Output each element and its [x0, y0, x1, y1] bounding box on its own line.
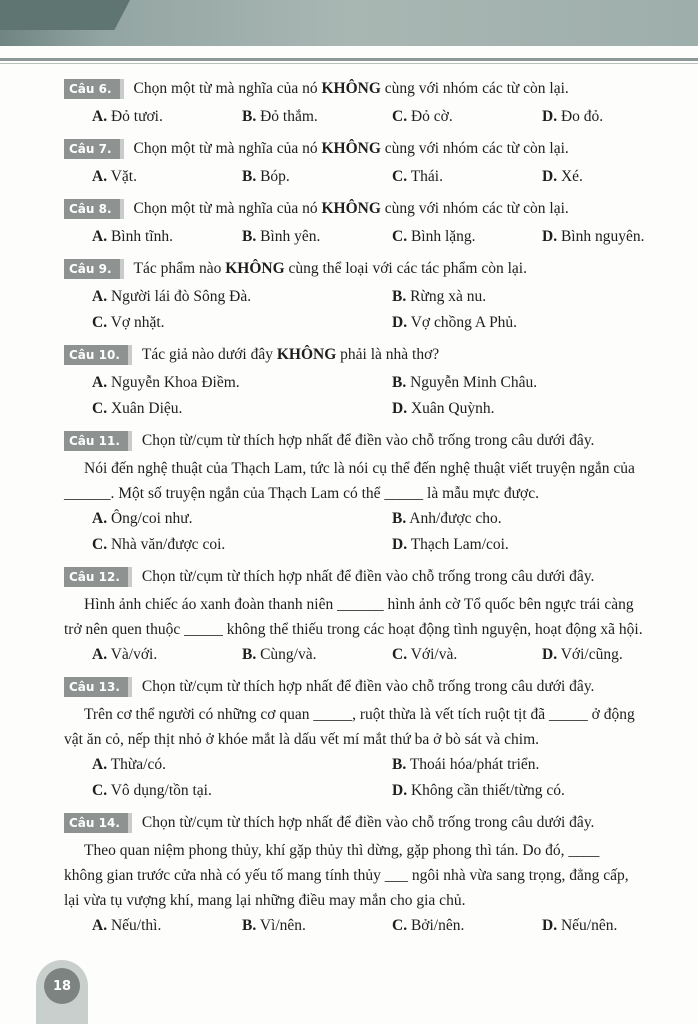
prompt-text: cùng với nhóm các từ còn lại.	[380, 140, 569, 157]
question-header	[64, 426, 694, 456]
question-prompt	[142, 678, 595, 696]
answer-option[interactable]	[392, 164, 542, 190]
question	[64, 134, 694, 190]
question-header	[64, 74, 694, 104]
question	[64, 808, 694, 939]
passage-line: ______. Một số truyện ngắn của Thạch Lam có thể _____ là mẫu mực được.	[64, 485, 539, 502]
answer-option[interactable]	[92, 224, 242, 250]
question-prompt	[134, 200, 569, 218]
answer-options	[64, 752, 694, 804]
question-header	[64, 340, 694, 370]
answer-option[interactable]	[392, 506, 692, 532]
question-number-badge: Câu 10.	[64, 345, 132, 365]
option-text: Thái.	[410, 168, 443, 185]
prompt-emphasis: KHÔNG	[321, 140, 381, 157]
prompt-text: Chọn từ/cụm từ thích hợp nhất để điền vào chỗ trống trong câu dưới đây.	[141, 814, 595, 831]
option-text: Anh/được cho.	[409, 510, 502, 527]
question-header	[64, 194, 694, 224]
question-prompt	[134, 140, 569, 158]
question-header	[64, 562, 694, 592]
answer-option[interactable]	[542, 164, 692, 190]
answer-option[interactable]	[392, 370, 692, 396]
option-letter: A.	[92, 374, 108, 391]
option-text: Đỏ tươi.	[110, 108, 163, 125]
option-text: Bình yên.	[260, 228, 321, 245]
option-letter: C.	[392, 228, 408, 245]
option-text: Vợ nhặt.	[110, 314, 165, 331]
answer-option[interactable]	[92, 396, 392, 422]
answer-option[interactable]	[392, 396, 692, 422]
answer-option[interactable]	[242, 164, 392, 190]
answer-option[interactable]	[92, 642, 242, 668]
question-number-badge: Câu 6.	[64, 79, 124, 99]
question-list	[64, 74, 694, 943]
header-rule-thin	[0, 63, 698, 64]
option-letter: C.	[92, 400, 108, 417]
option-text: Và/với.	[110, 646, 158, 663]
answer-options	[64, 506, 694, 558]
option-text: Đỏ thắm.	[260, 108, 318, 125]
passage-line: Theo quan niệm phong thủy, khí gặp thủy thì dừng, gặp phong thì tán. Do đó, ____	[84, 842, 600, 859]
option-letter: D.	[542, 168, 558, 185]
option-letter: B.	[242, 108, 257, 125]
option-text: Cùng/và.	[260, 646, 317, 663]
question-number-badge: Câu 8.	[64, 199, 124, 219]
prompt-text: Chọn một từ mà nghĩa của nó	[133, 80, 322, 97]
question	[64, 426, 694, 558]
prompt-text: Chọn từ/cụm từ thích hợp nhất để điền vào chỗ trống trong câu dưới đây.	[141, 432, 595, 449]
option-letter: B.	[392, 374, 407, 391]
option-letter: B.	[242, 917, 257, 934]
option-letter: B.	[242, 646, 257, 663]
option-letter: D.	[392, 536, 408, 553]
option-letter: A.	[92, 510, 108, 527]
option-text: Với/và.	[410, 646, 458, 663]
option-letter: C.	[392, 108, 408, 125]
option-letter: D.	[542, 228, 558, 245]
answer-options	[64, 224, 694, 250]
header-accent	[0, 0, 130, 30]
answer-option[interactable]	[542, 913, 692, 939]
answer-option[interactable]	[392, 752, 692, 778]
option-letter: B.	[242, 228, 257, 245]
answer-option[interactable]	[92, 370, 392, 396]
answer-option[interactable]	[92, 778, 392, 804]
passage-line: Hình ảnh chiếc áo xanh đoàn thanh niên ______ hình ảnh cờ Tổ quốc bên ngực trái càng	[84, 596, 634, 613]
prompt-text: Tác giả nào dưới đây	[141, 346, 277, 363]
prompt-text: cùng thể loại với các tác phẩm còn lại.	[284, 260, 527, 277]
question-number-badge: Câu 11.	[64, 431, 132, 451]
answer-option[interactable]	[392, 642, 542, 668]
option-text: Xé.	[560, 168, 583, 185]
question-number-badge: Câu 14.	[64, 813, 132, 833]
prompt-text: Chọn từ/cụm từ thích hợp nhất để điền vào chỗ trống trong câu dưới đây.	[141, 568, 595, 585]
option-text: Xuân Diệu.	[110, 400, 183, 417]
option-letter: A.	[92, 646, 108, 663]
page-number: 18	[44, 968, 80, 1004]
passage-line: vật ăn cỏ, nếp thịt nhỏ ở khóe mắt là dấu vết mí mắt thứ ba ở bò sát và chim.	[64, 731, 540, 748]
answer-option[interactable]	[392, 104, 542, 130]
question-prompt	[142, 814, 595, 832]
passage-line: Nói đến nghệ thuật của Thạch Lam, tức là nói cụ thể đến nghệ thuật viết truyện ngắn của	[84, 460, 635, 477]
answer-option[interactable]	[92, 284, 392, 310]
option-text: Thoái hóa/phát triển.	[409, 756, 540, 773]
prompt-emphasis: KHÔNG	[225, 260, 285, 277]
option-text: Vì/nên.	[259, 917, 306, 934]
option-text: Vặt.	[110, 168, 137, 185]
answer-options	[64, 164, 694, 190]
option-letter: A.	[92, 108, 108, 125]
question-prompt	[142, 568, 595, 586]
answer-options	[64, 370, 694, 422]
question-header	[64, 254, 694, 284]
answer-option[interactable]	[92, 752, 392, 778]
option-text: Thạch Lam/coi.	[410, 536, 509, 553]
question-header	[64, 672, 694, 702]
answer-option[interactable]	[392, 913, 542, 939]
option-text: Rừng xà nu.	[410, 288, 487, 305]
option-letter: C.	[92, 782, 108, 799]
option-letter: D.	[392, 782, 408, 799]
question	[64, 74, 694, 130]
option-letter: C.	[92, 314, 108, 331]
prompt-emphasis: KHÔNG	[321, 200, 381, 217]
answer-option[interactable]	[92, 913, 242, 939]
question	[64, 340, 694, 422]
answer-option[interactable]	[392, 284, 692, 310]
prompt-text: phải là nhà thơ?	[336, 346, 440, 363]
option-text: Nếu/nên.	[560, 917, 618, 934]
option-text: Nếu/thì.	[110, 917, 162, 934]
option-text: Đo đỏ.	[560, 108, 604, 125]
prompt-text: Chọn một từ mà nghĩa của nó	[133, 200, 322, 217]
answer-option[interactable]	[242, 224, 392, 250]
passage-line: trở nên quen thuộc _____ không thể thiếu trong các hoạt động tình nguyện, hoạt động xã hội.	[64, 621, 643, 638]
option-letter: D.	[542, 917, 558, 934]
page-header-band	[0, 0, 698, 46]
option-text: Không cần thiết/từng có.	[410, 782, 565, 799]
answer-option[interactable]	[92, 532, 392, 558]
option-text: Nhà văn/được coi.	[110, 536, 226, 553]
option-letter: D.	[392, 314, 408, 331]
answer-option[interactable]	[392, 310, 692, 336]
prompt-text: cùng với nhóm các từ còn lại.	[380, 80, 569, 97]
question-prompt	[134, 80, 569, 98]
option-text: Xuân Quỳnh.	[410, 400, 495, 417]
question-prompt	[142, 346, 439, 364]
passage-line: không gian trước cửa nhà có yếu tố mang tính thủy ___ ngôi nhà vừa sang trọng, đẳng cấp,	[64, 867, 629, 884]
option-text: Đỏ cờ.	[410, 108, 453, 125]
question-header	[64, 134, 694, 164]
option-letter: C.	[92, 536, 108, 553]
answer-option[interactable]	[542, 224, 692, 250]
question-number-badge: Câu 12.	[64, 567, 132, 587]
prompt-text: Chọn một từ mà nghĩa của nó	[133, 140, 322, 157]
answer-option[interactable]	[92, 164, 242, 190]
answer-options	[64, 284, 694, 336]
option-text: Bóp.	[260, 168, 290, 185]
answer-option[interactable]	[392, 532, 692, 558]
question-number-badge: Câu 9.	[64, 259, 124, 279]
option-letter: B.	[392, 288, 407, 305]
answer-option[interactable]	[242, 104, 392, 130]
option-letter: B.	[392, 756, 407, 773]
question-passage	[64, 702, 694, 752]
answer-option[interactable]	[542, 104, 692, 130]
option-letter: D.	[392, 400, 408, 417]
option-letter: A.	[92, 168, 108, 185]
option-letter: C.	[392, 917, 408, 934]
prompt-text: Tác phẩm nào	[133, 260, 226, 277]
answer-options	[64, 642, 694, 668]
option-text: Bình nguyên.	[560, 228, 645, 245]
option-text: Người lái đò Sông Đà.	[110, 288, 252, 305]
question	[64, 254, 694, 336]
option-letter: D.	[542, 646, 558, 663]
prompt-text: Chọn từ/cụm từ thích hợp nhất để điền vào chỗ trống trong câu dưới đây.	[141, 678, 595, 695]
answer-option[interactable]	[392, 778, 692, 804]
question-passage	[64, 456, 694, 506]
option-letter: C.	[392, 646, 408, 663]
prompt-emphasis: KHÔNG	[276, 346, 337, 363]
question-prompt	[134, 260, 527, 278]
question	[64, 562, 694, 668]
question-header	[64, 808, 694, 838]
question-passage	[64, 838, 694, 913]
question-number-badge: Câu 7.	[64, 139, 124, 159]
prompt-text: cùng với nhóm các từ còn lại.	[380, 200, 569, 217]
passage-line: lại vừa tụ vượng khí, mang lại những điều may mắn cho gia chủ.	[64, 892, 466, 909]
answer-option[interactable]	[92, 310, 392, 336]
question-prompt	[142, 432, 595, 450]
option-text: Vô dụng/tồn tại.	[110, 782, 212, 799]
option-text: Ông/coi như.	[110, 510, 193, 527]
option-letter: A.	[92, 228, 108, 245]
option-letter: B.	[242, 168, 257, 185]
option-text: Bình lặng.	[410, 228, 476, 245]
answer-option[interactable]	[242, 642, 392, 668]
option-text: Với/cũng.	[560, 646, 623, 663]
question	[64, 194, 694, 250]
option-text: Nguyễn Khoa Điềm.	[110, 374, 240, 391]
answer-options	[64, 913, 694, 939]
answer-option[interactable]	[542, 642, 692, 668]
answer-options	[64, 104, 694, 130]
option-letter: A.	[92, 288, 108, 305]
passage-line: Trên cơ thể người có những cơ quan _____, ruột thừa là vết tích ruột tịt đã _____ ở động	[84, 706, 635, 723]
prompt-emphasis: KHÔNG	[321, 80, 381, 97]
option-text: Bình tĩnh.	[110, 228, 173, 245]
question-passage	[64, 592, 694, 642]
answer-option[interactable]	[92, 104, 242, 130]
answer-option[interactable]	[92, 506, 392, 532]
option-text: Vợ chồng A Phủ.	[410, 314, 518, 331]
option-letter: A.	[92, 917, 108, 934]
option-letter: C.	[392, 168, 408, 185]
option-letter: B.	[392, 510, 407, 527]
option-letter: D.	[542, 108, 558, 125]
answer-option[interactable]	[242, 913, 392, 939]
header-rule	[0, 58, 698, 61]
question-number-badge: Câu 13.	[64, 677, 132, 697]
answer-option[interactable]	[392, 224, 542, 250]
option-text: Thừa/có.	[110, 756, 166, 773]
option-letter: A.	[92, 756, 108, 773]
question	[64, 672, 694, 804]
option-text: Bởi/nên.	[410, 917, 465, 934]
option-text: Nguyễn Minh Châu.	[410, 374, 538, 391]
